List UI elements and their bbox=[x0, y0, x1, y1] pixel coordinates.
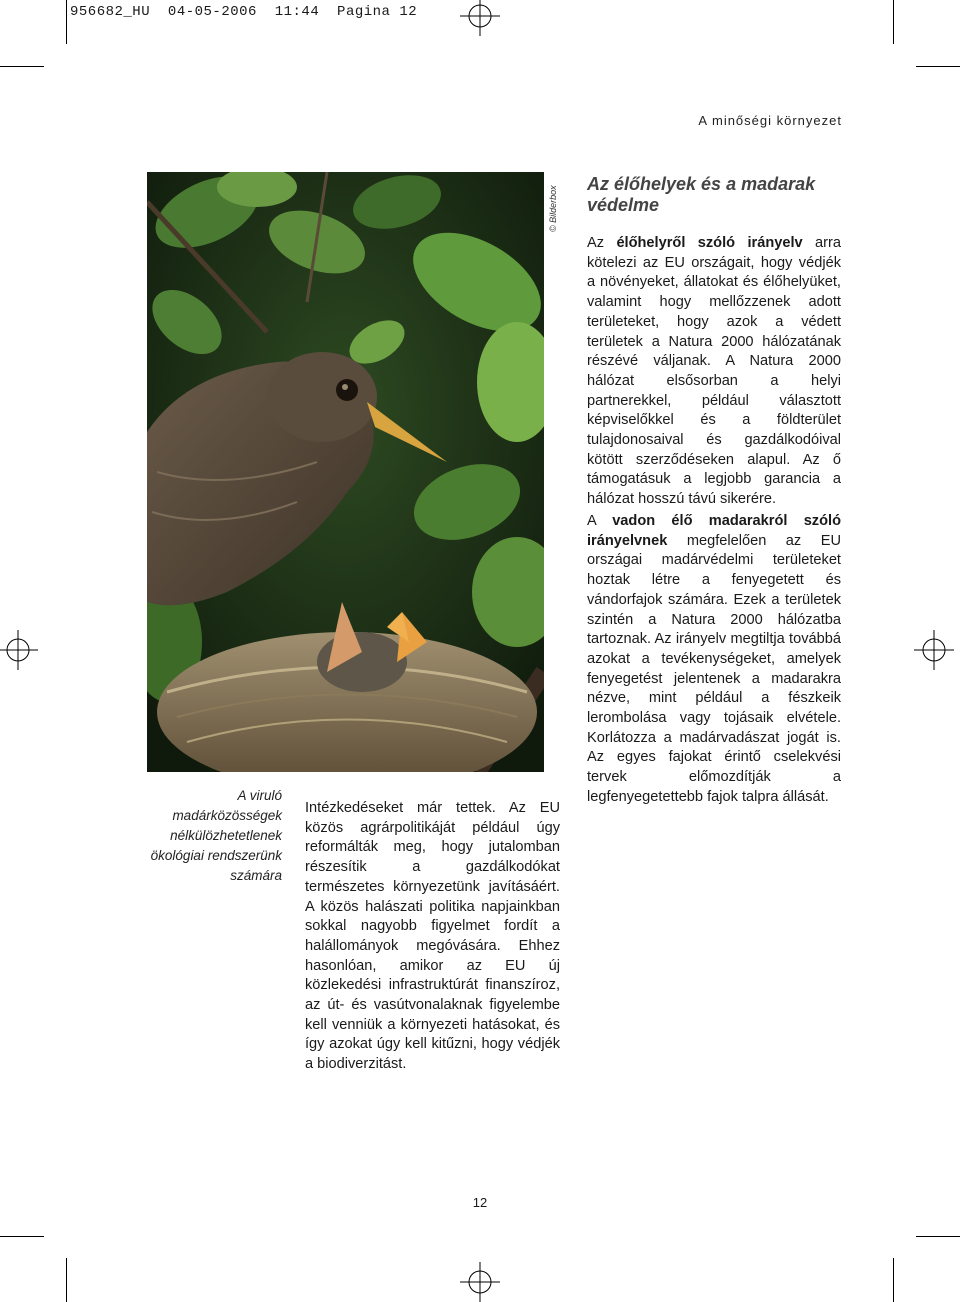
crop-mark bbox=[0, 1236, 44, 1237]
body-paragraph: Intézkedéseket már tettek. Az EU közös agrárpolitikáját például úgy reformálták meg, hogy jutalomban részesítik a gazdálkodókat természetes környezetünk javításáért. A közös halászati politika napjainkban sokkal nagyobb figyelmet fordít a halállományok megóvására. Ehhez hasonlóan, amikor az EU új közlekedési infrastruktúrát finanszíroz, az út- és vasútvonalaknak figyelembe kell venniük a környezeti hatásokat, és így azokat úgy kell kitűzni, hogy védjék a biodiverzitást. bbox=[305, 800, 560, 1073]
registration-mark-icon bbox=[460, 0, 500, 36]
registration-mark-icon bbox=[914, 630, 954, 670]
crop-mark bbox=[916, 66, 960, 67]
crop-mark bbox=[66, 0, 67, 44]
bird-nest-photo bbox=[147, 172, 544, 772]
sidebar-paragraph: Az élőhelyről szóló irányelv arra kötelezi az EU országait, hogy védjék a növényeket, állatokat és élőhelyüket, valamint hogy mellőzzenek adott területeket, hogy azok a védett területek a Natura 2000 hálózatának részévé váljanak. A Natura 2000 hálózat elsősorban a helyi partnerekkel, például választott képviselőkkel és a földterület tulajdonosaival és gazdálkodóival kötött szerződéseken alapul. Az ő támogatásuk a legjobb garancia a hálózat hosszú távú sikerére. bbox=[587, 235, 841, 508]
print-slug: 956682_HU 04-05-2006 11:44 Pagina 12 bbox=[70, 4, 418, 20]
registration-mark-icon bbox=[460, 1262, 500, 1302]
running-header: A minőségi környezet bbox=[698, 113, 842, 128]
bird-illustration bbox=[147, 172, 544, 772]
crop-mark bbox=[893, 0, 894, 44]
sidebar-paragraph: A vadon élő madarakról szóló irányelvnek megfelelően az EU országai madárvédelmi területeket hoztak létre a fenyegetett és vándorfajok számára. Ezek a területek szintén a Natura 2000 hálózatba tartoznak. Az irányelv megtiltja továbbá azokat a tevékenységeket, amelyek fenyegetést jelentenek a madarakra nézve, mint például a fészkeik lerombolása vagy tojásaik elvétele. Korlátozza a madárvadászat jogát is. Az egyes fajokat érintő cselekvési tervek előmozdítják a legfenyegetettebb fajok talpra állását. bbox=[587, 513, 841, 805]
page-number: 12 bbox=[472, 1195, 488, 1210]
registration-mark-icon bbox=[0, 630, 38, 670]
crop-mark bbox=[916, 1236, 960, 1237]
photo-credit: © Bilderbox bbox=[548, 185, 558, 232]
crop-mark bbox=[0, 66, 44, 67]
sidebar-title: Az élőhelyek és a madarak védelme bbox=[587, 174, 816, 215]
crop-mark bbox=[893, 1258, 894, 1302]
crop-mark bbox=[66, 1258, 67, 1302]
photo-caption: A viruló madárközösségek nélkülözhetetlenek ökológiai rendszerünk számára bbox=[150, 788, 282, 883]
